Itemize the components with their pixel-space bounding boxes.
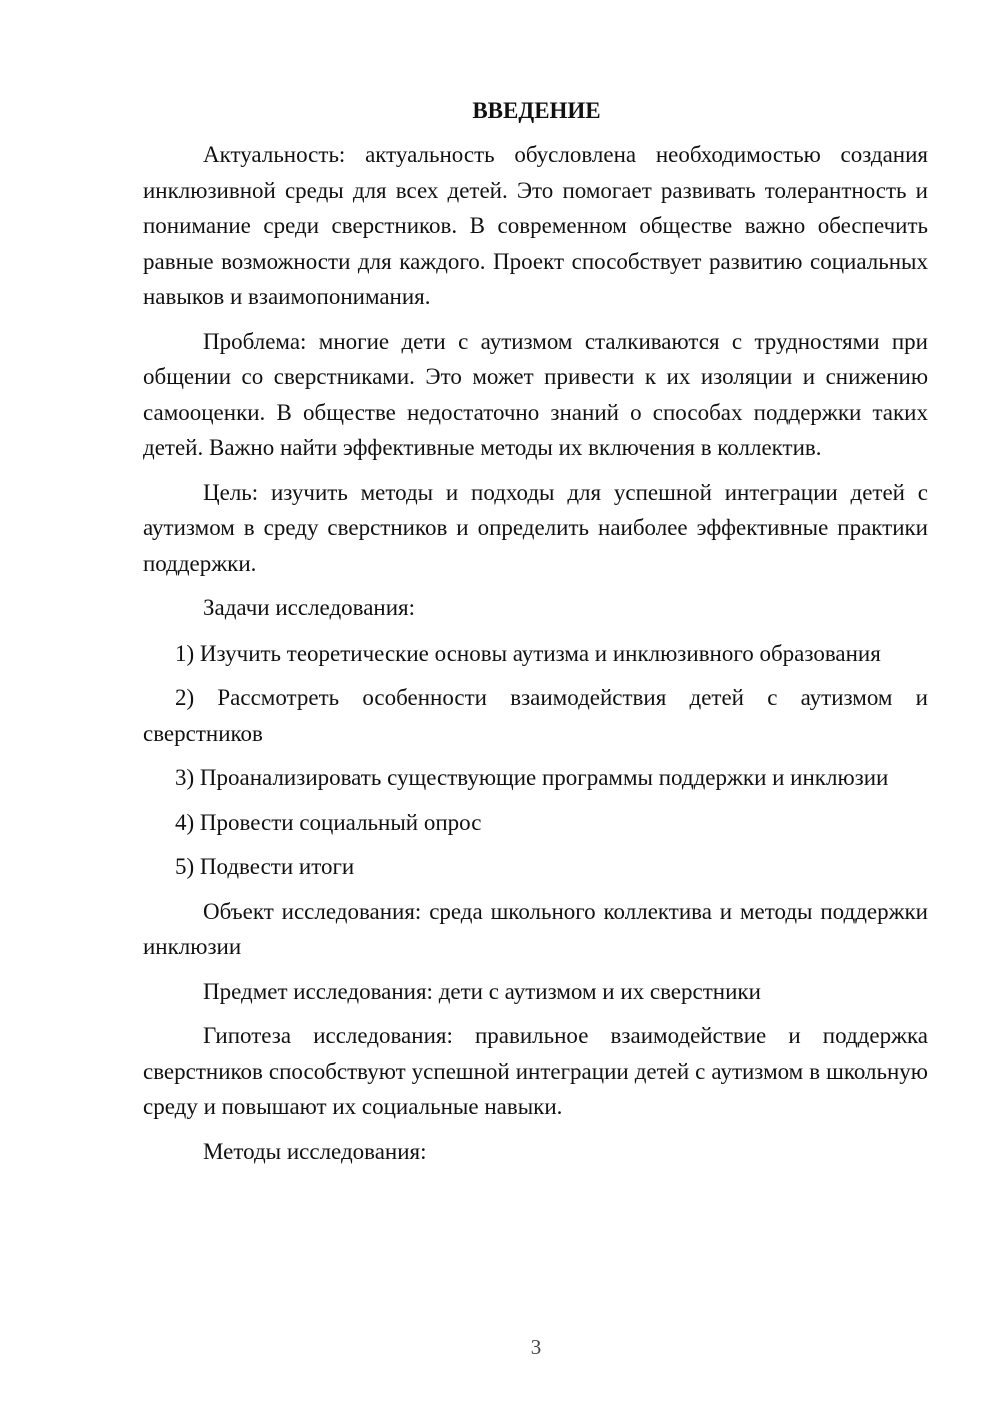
paragraph-object: Объект исследования: среда школьного коллектива и методы поддержки инклюзии <box>143 898 928 959</box>
task-item-1: 1) Изучить теоретические основы аутизма и инклюзивного образования <box>175 640 881 666</box>
paragraph-relevance: Актуальность: актуальность обусловлена необходимостью создания инклюзивной среды для всех детей. Это помогает развивать толерантность и понимание среди сверстников. В современном обществе важно обеспечить равные возможности для каждого. Проект способствует развитию социальных навыков и взаимопонимания. <box>143 142 928 309</box>
page-number: 3 <box>530 1335 542 1359</box>
paragraph-hypothesis: Гипотеза исследования: правильное взаимодействие и поддержка сверстников способствуют успешной интеграции детей с аутизмом в школьную среду и повышают их социальные навыки. <box>143 1023 928 1119</box>
page-title: ВВЕДЕНИЕ <box>472 98 601 123</box>
task-item-3: 3) Проанализировать существующие программы поддержки и инклюзии <box>175 765 889 790</box>
task-item-5: 5) Подвести итоги <box>175 854 355 879</box>
paragraph-subject: Предмет исследования: дети с аутизмом и их сверстники <box>203 978 761 1004</box>
task-item-2: 2) Рассмотреть особенности взаимодействия детей с аутизмом и сверстников <box>143 685 928 746</box>
page-content <box>143 93 928 1178</box>
task-item-4: 4) Провести социальный опрос <box>175 809 482 835</box>
paragraph-problem: Проблема: многие дети с аутизмом сталкиваются с трудностями при общении со сверстниками. Это может привести к их изоляции и снижению самооценки. В обществе недостаточно знаний о способах поддержки таких детей. Важно найти эффективные методы их включения в коллектив. <box>143 328 928 460</box>
tasks-heading: Задачи исследования: <box>203 595 416 620</box>
paragraph-goal: Цель: изучить методы и подходы для успешной интеграции детей с аутизмом в среду сверстников и определить наиболее эффективные практики поддержки. <box>143 479 928 576</box>
methods-heading: Методы исследования: <box>203 1138 427 1164</box>
